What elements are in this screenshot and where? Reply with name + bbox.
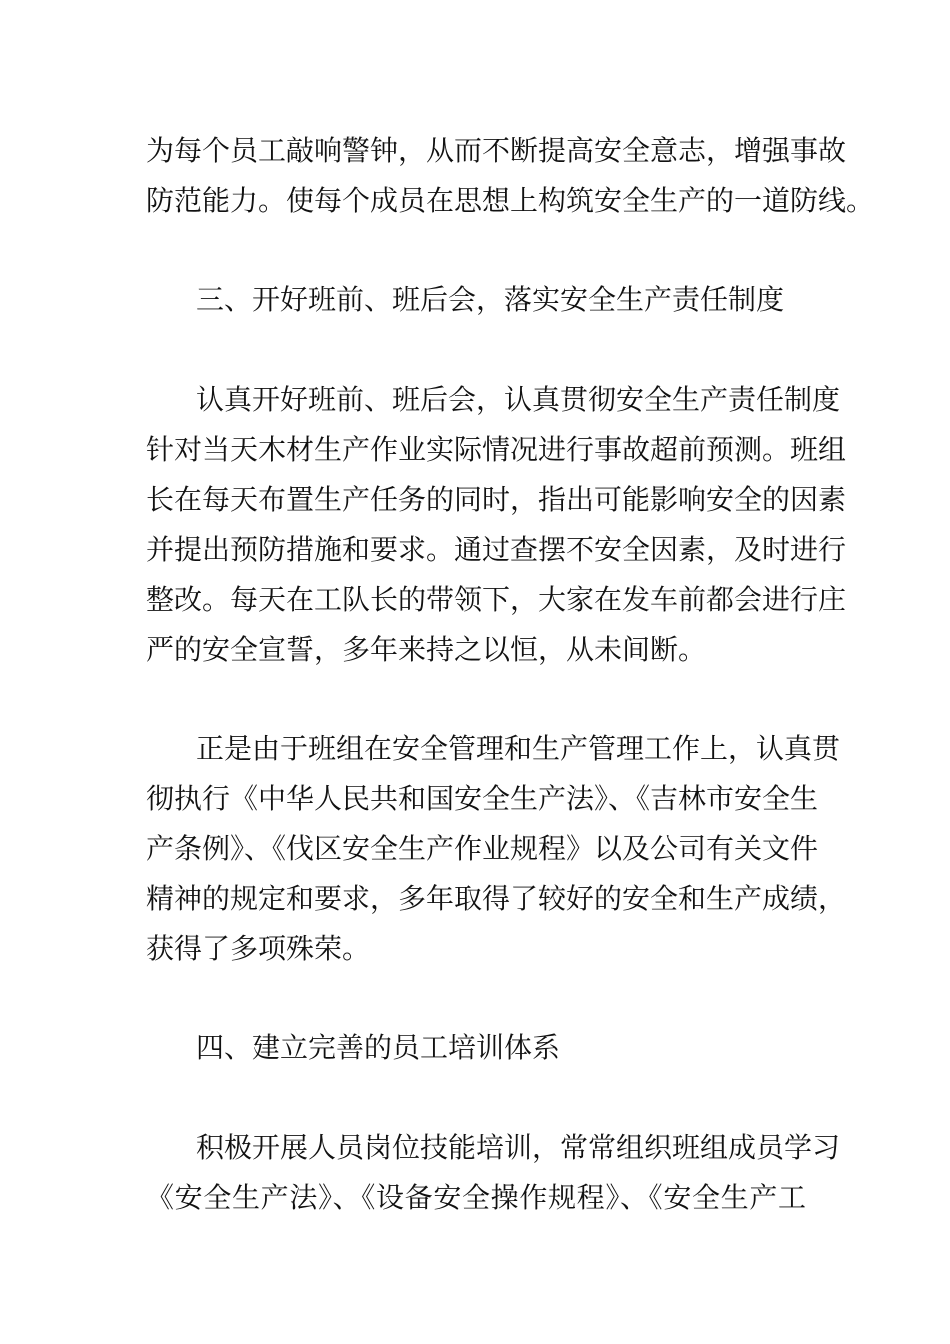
section-heading-4: 四、建立完善的员工培训体系 <box>196 1031 561 1064</box>
paragraph-2-line-3: 长在每天布置生产任务的同时，指出可能影响安全的因素 <box>146 483 847 516</box>
section-heading-3: 三、开好班前、班后会，落实安全生产责任制度 <box>196 283 785 316</box>
paragraph-1-line-2: 防范能力。使每个成员在思想上构筑安全生产的一道防线。 <box>146 184 875 217</box>
paragraph-4-line-2: 《安全生产法》、《设备安全操作规程》、《安全生产工 <box>146 1181 806 1214</box>
paragraph-1-line-1: 为每个员工敲响警钟，从而不断提高安全意志，增强事故 <box>146 134 847 167</box>
paragraph-2-line-5: 整改。每天在工队长的带领下，大家在发车前都会进行庄 <box>146 583 847 616</box>
paragraph-3-line-5: 获得了多项殊荣。 <box>146 932 371 965</box>
paragraph-2-line-4: 并提出预防措施和要求。通过查摆不安全因素，及时进行 <box>146 533 847 566</box>
paragraph-3-line-3: 产条例》、《伐区安全生产作业规程》以及公司有关文件 <box>146 832 819 865</box>
paragraph-3-line-4: 精神的规定和要求，多年取得了较好的安全和生产成绩， <box>146 882 847 915</box>
paragraph-2-line-6: 严的安全宣誓，多年来持之以恒，从未间断。 <box>146 633 707 666</box>
paragraph-3-line-2: 彻执行《中华人民共和国安全生产法》、《吉林市安全生 <box>146 782 819 815</box>
paragraph-3-line-1: 正是由于班组在安全管理和生产管理工作上，认真贯 <box>196 732 841 765</box>
paragraph-4-line-1: 积极开展人员岗位技能培训，常常组织班组成员学习 <box>196 1131 841 1164</box>
paragraph-2-line-1: 认真开好班前、班后会，认真贯彻安全生产责任制度 <box>196 383 841 416</box>
paragraph-2-line-2: 针对当天木材生产作业实际情况进行事故超前预测。班组 <box>146 433 847 466</box>
